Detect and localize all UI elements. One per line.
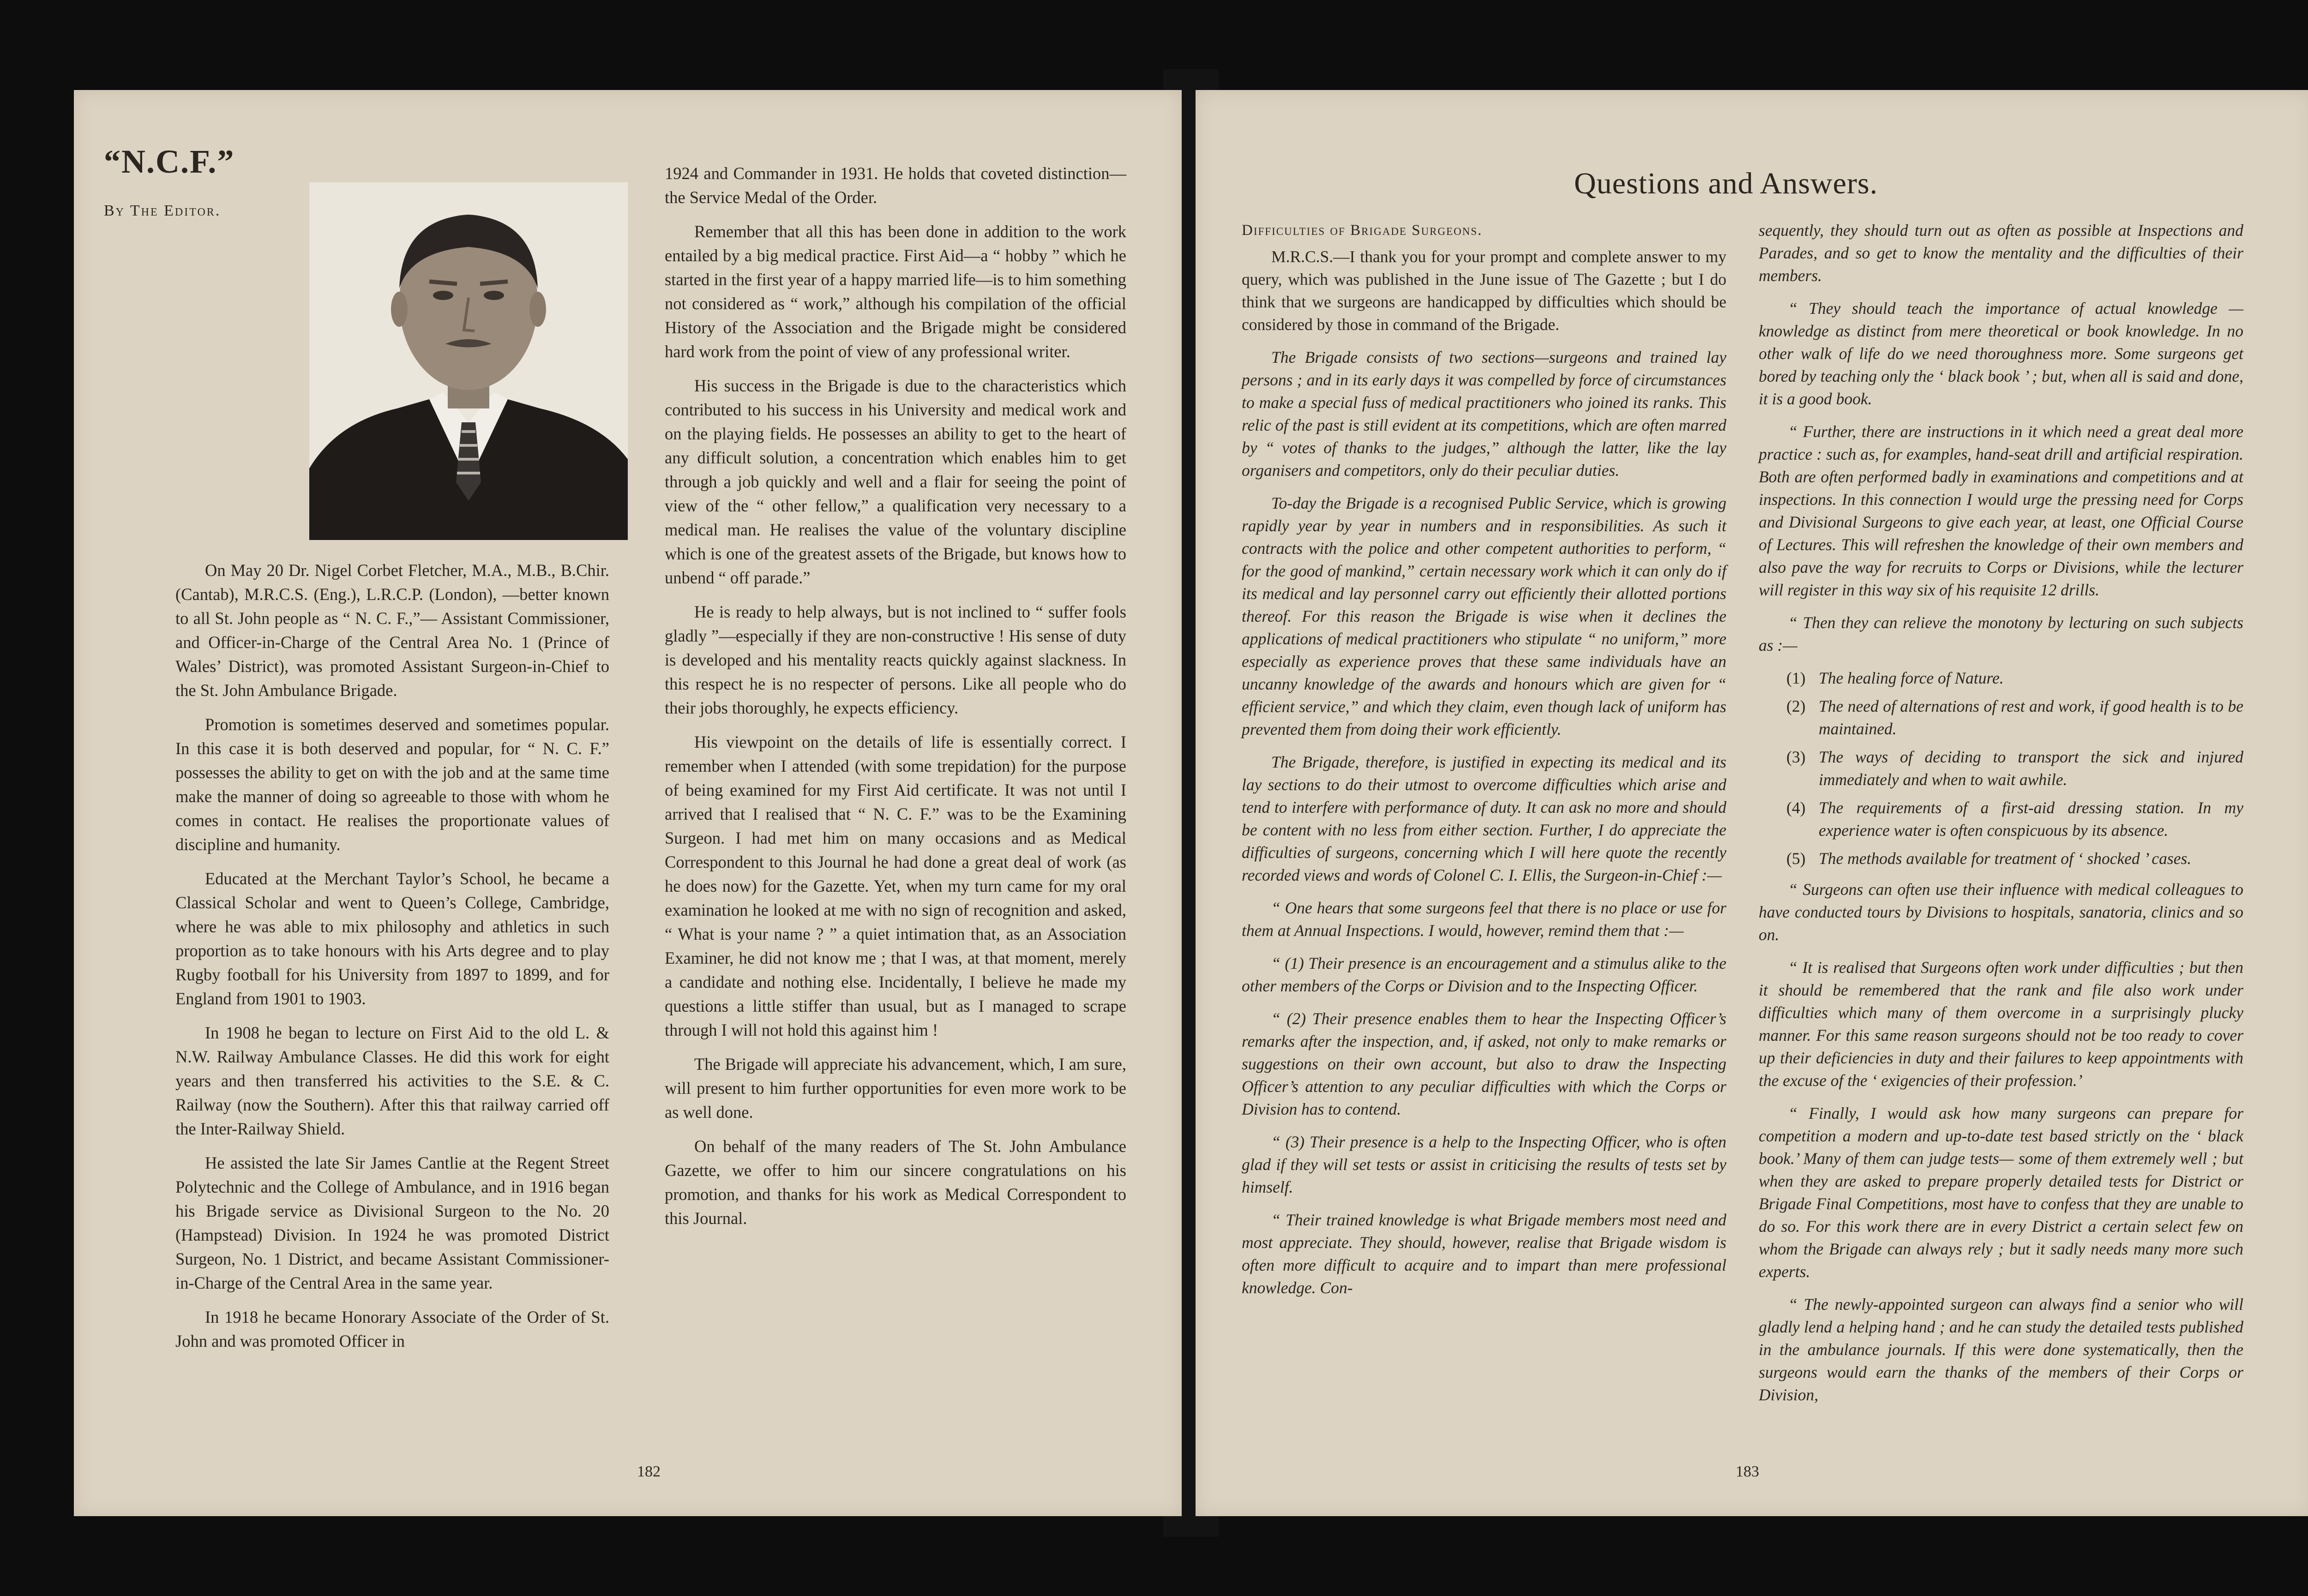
- paragraph: On May 20 Dr. Nigel Corbet Fletcher, M.A., M.B., B.Chir. (Cantab), M.R.C.S. (Eng.), L.R.C.P. (London), —better known to all St. John people as “ N. C. F.,”— Assistant Commissioner, and Officer-in-Charge of the Central Area No. 1 (Prince of Wales’ District), was promoted Assistant Surgeon-in-Chief to the St. John Ambulance Brigade.: [175, 561, 609, 700]
- list-item: [1759, 695, 2243, 740]
- list-text: The need of alternations of rest and work, if good health is to be maintained.: [1819, 697, 2243, 738]
- paragraph: In 1908 he began to lecture on First Aid to the old L. & N.W. Railway Ambulance Classes. He did this work for eight years and then transferred his activities to the S.E. & C. Railway (now the Southern). After this that railway carried off the Inter-Railway Shield.: [175, 1023, 609, 1138]
- paragraph: “ (2) Their presence enables them to hear the Inspecting Officer’s remarks after the inspection, and, if asked, not only to make remarks or suggestions on their own account, but also to draw the Inspecting Officer’s attention to any peculiar difficulties with which the Corps or Division has to contend.: [1242, 1009, 1726, 1118]
- paragraph: To-day the Brigade is a recognised Public Service, which is growing rapidly year by year in numbers and in responsibilities. As such it contracts with the police and other competent authorities to perform, “ for the good of mankind,” certain necessary work which it can only do if its medical and lay personnel carry out efficiently their allotted portions thereof. For this reason the Brigade is wise when it declines the applications of medical practitioners who stipulate “ no uniform,” more especially as experience proves that these same individuals have an uncanny knowledge of the awards and honours which are given for “ efficient service,” and which they claim, even though lack of uniform has prevented them from doing their work efficiently.: [1242, 494, 1726, 738]
- section-title: Questions and Answers.: [1574, 167, 1878, 200]
- list-number: (3): [1786, 748, 1806, 766]
- paragraph: The Brigade consists of two sections—surgeons and trained lay persons ; and in its early days it was compelled by force of circumstances to make a special fuss of medical practitioners who joined its ranks. This relic of the past is still evident at its competitions, which are often marred by “ votes of thanks to the judges,” although the latter, like the lay organisers and competitors, only do their peculiar duties.: [1242, 348, 1726, 480]
- left-column-2: [665, 162, 1126, 1241]
- paragraph: “ Finally, I would ask how many surgeons can prepare for competition a modern and up-to-date test based strictly on the ‘ black book.’ Many of them can judge tests— some of them extremely well ; but when they are asked to prepare properly detailed tests for District or Brigade Final Competitions, most have to confess that they are unable to do so. For this work there are in every District a certain select few on whom the Brigade can always rely ; but it sadly needs many more such experts.: [1759, 1104, 2243, 1281]
- paragraph: “ (3) Their presence is a help to the Inspecting Officer, who is often glad if they will set tests or assist in criticising the results of tests set by himself.: [1242, 1133, 1726, 1196]
- paragraph: The Brigade, therefore, is justified in expecting its medical and its lay sections to do their utmost to overcome difficulties which arise and tend to interfere with performance of duty. It can ask no more and should be content with no less from either section. Further, I do appreciate the difficulties of surgeons, concerning which I will here quote the recently recorded views and words of Colonel C. I. Ellis, the Surgeon-in-Chief :—: [1242, 753, 1726, 884]
- paragraph: “ Surgeons can often use their influence with medical colleagues to have conducted tours by Divisions to hospitals, sanatoria, clinics and so on.: [1759, 880, 2243, 944]
- list-item: [1759, 797, 2243, 842]
- paragraph: The Brigade will appreciate his advancement, which, I am sure, will present to him further opportunities for even more work to be as well done.: [665, 1055, 1126, 1122]
- byline: By The Editor.: [104, 202, 221, 219]
- list-number: (2): [1786, 697, 1806, 715]
- paragraph: He assisted the late Sir James Cantlie at the Regent Street Polytechnic and the College of Ambulance, and in 1916 began his Brigade service as Divisional Surgeon to the No. 20 (Hampstead) Division. In 1924 he was promoted District Surgeon, No. 1 District, and became Assistant Commissioner-in-Charge of the Central Area in the same year.: [175, 1153, 609, 1292]
- list-item: [1759, 746, 2243, 791]
- paragraph: “ One hears that some surgeons feel that there is no place or use for them at Annual Inspections. I would, however, remind them that :—: [1242, 899, 1726, 940]
- paragraph: “ They should teach the importance of actual knowledge —knowledge as distinct from mere theoretical or book knowledge. In no other walk of life do we need thoroughness more. Some surgeons get bored by teaching only the ‘ black book ’ ; but, when all is said and done, it is a good book.: [1759, 299, 2243, 408]
- paragraph: “ Further, there are instructions in it which need a great deal more practice : such as, for examples, hand-seat drill and artificial respiration. Both are often performed badly in examinations and competitions and at inspections. In this connection I would urge the pressing need for Corps and Divisional Surgeons to give each year, at least, one Official Course of Lectures. This will refreshen the knowledge of their own members and also pave the way for recruits to Corps or Divisions, while the lecturer will register in this way six of his requisite 12 drills.: [1759, 422, 2243, 599]
- letter-paragraph: M.R.C.S.—I thank you for your prompt and complete answer to my query, which was published in the June issue of The Gazette ; but I do think that we surgeons are handicapped by difficulties which should be considered by those in command of the Brigade.: [1242, 247, 1726, 334]
- right-column-1: [1242, 219, 1726, 1309]
- paragraph: He is ready to help always, but is not inclined to “ suffer fools gladly ”—especially if they are non-constructive ! His sense of duty is developed and his mentality reacts quickly against slackness. In this respect he is no respecter of persons. Like all people who do their jobs thoroughly, he expects efficiency.: [665, 602, 1126, 717]
- article-header: [104, 143, 298, 220]
- right-column-2: [1759, 219, 2243, 1416]
- paragraph: Promotion is sometimes deserved and sometimes popular. In this case it is both deserved and popular, for “ N. C. F.” possesses the ability to get on with the job and at the same time make the manner of doing so agreeable to those with whom he comes in contact. He realises the proportionate values of discipline and humanity.: [175, 715, 609, 854]
- list-text: The ways of deciding to transport the sick and injured immediately and when to wait awhile.: [1819, 748, 2243, 789]
- list-number: (1): [1786, 669, 1806, 687]
- list-item: [1759, 847, 2243, 870]
- list-number: (5): [1786, 849, 1806, 868]
- paragraph: Educated at the Merchant Taylor’s School, he became a Classical Scholar and went to Queen’s College, Cambridge, where he was able to mix philosophy and athletics in such proportion as to take honours with his Arts degree and to play Rugby football for his University from 1897 to 1899, and for England from 1901 to 1903.: [175, 869, 609, 1008]
- list-text: The healing force of Nature.: [1819, 669, 2004, 687]
- numbered-list: [1759, 667, 2243, 870]
- paragraph: “ (1) Their presence is an encouragement and a stimulus alike to the other members of the Corps or Division and to the Inspecting Officer.: [1242, 954, 1726, 995]
- page-number: 182: [637, 1463, 661, 1480]
- paragraph: 1924 and Commander in 1931. He holds that coveted distinction—the Service Medal of the Order.: [665, 164, 1126, 207]
- list-number: (4): [1786, 798, 1806, 817]
- paragraph: sequently, they should turn out as often as possible at Inspections and Parades, and so get to know the mentality and the difficulties of their members.: [1759, 221, 2243, 285]
- paragraph: Remember that all this has been done in addition to the work entailed by a big medical practice. First Aid—a “ hobby ” which he started in the first year of a happy married life—is to him something not considered as “ work,” although his compilation of the official History of the Association and the Brigade might be considered hard work from the point of view of any professional writer.: [665, 222, 1126, 361]
- article-title: “N.C.F.”: [104, 143, 235, 180]
- paragraph: “ The newly-appointed surgeon can always find a senior who will gladly lend a helping hand ; and he can study the detailed tests published in the ambulance journals. If this were done systematically, then the surgeons would earn the thanks of the members of their Corps or Division,: [1759, 1295, 2243, 1404]
- page-number: 183: [1736, 1463, 1759, 1480]
- list-text: The requirements of a first-aid dressing station. In my experience water is often conspicuous by its absence.: [1819, 798, 2243, 840]
- subheading: Difficulties of Brigade Surgeons.: [1242, 222, 1483, 239]
- paragraph: “ Their trained knowledge is what Brigade members most need and most appreciate. They should, however, realise that Brigade wisdom is often more difficult to acquire and to impart than mere professional knowledge. Con-: [1242, 1211, 1726, 1297]
- paragraph: “ Then they can relieve the monotony by lecturing on such subjects as :—: [1759, 613, 2243, 654]
- paragraph: On behalf of the many readers of The St. John Ambulance Gazette, we offer to him our sincere congratulations on his promotion, and thanks for his work as Medical Correspondent to this Journal.: [665, 1137, 1126, 1228]
- paragraph: His success in the Brigade is due to the characteristics which contributed to his success in his University and medical work and on the playing fields. He possesses an ability to get to the heart of any difficult solution, a concentration which enables him to get through a job quickly and well and a flair for seeing the point of view of the “ other fellow,” a qualification very necessary to a medical man. He realises the value of the voluntary discipline which is one of the greatest assets of the Brigade, but knows how to unbend “ off parade.”: [665, 376, 1126, 587]
- paragraph: “ It is realised that Surgeons often work under difficulties ; but then it should be remembered that the rank and file also work under difficulties which many of them overcome in a surprisingly plucky manner. For this same reason surgeons should not be too ready to cover up their deficiencies in duty and their failures to keep appointments with the excuse of the ‘ exigencies of their profession.’: [1759, 958, 2243, 1090]
- paragraph: His viewpoint on the details of life is essentially correct. I remember when I attended (with some trepidation) for the purpose of being examined for my First Aid certificate. It was not until I arrived that I realised that “ N. C. F.” was to be the Examining Surgeon. I had met him on many occasions and as Medical Correspondent to this Journal he had done a great deal of work (as he does now) for the Gazette. Yet, when my turn came for my oral examination he looked at me with no sign of recognition and asked, “ What is your name ? ” a quiet intimation that, as an Association Examiner, he did not know me ; that I was, at that moment, merely a candidate and nothing else. Incidentally, I believe he made my questions a little stiffer than usual, but as I managed to scrape through I will not hold this against him !: [665, 732, 1126, 1039]
- list-item: [1759, 667, 2243, 690]
- portrait-photo: [309, 182, 628, 540]
- left-column-1: [175, 558, 609, 1363]
- paragraph: In 1918 he became Honorary Associate of the Order of St. John and was promoted Officer in: [175, 1308, 609, 1350]
- list-text: The methods available for treatment of ‘ shocked ’ cases.: [1819, 849, 2192, 868]
